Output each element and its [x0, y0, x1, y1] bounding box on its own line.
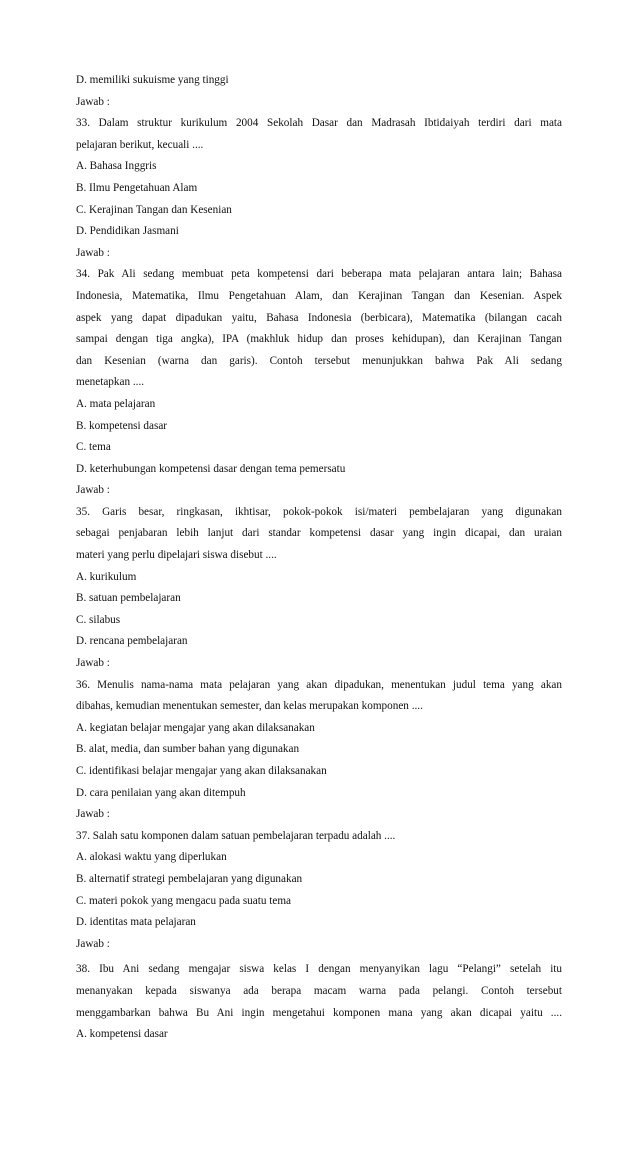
text-line: D. memiliki sukuisme yang tinggi [76, 74, 229, 86]
text-line: D. cara penilaian yang akan ditempuh [76, 786, 246, 799]
text-line: D. rencana pembelajaran [76, 635, 188, 648]
text-line: C. Kerajinan Tangan dan Kesenian [76, 203, 232, 216]
text-line: B. Ilmu Pengetahuan Alam [76, 181, 198, 194]
text-line: A. kegiatan belajar mengajar yang akan dilaksanakan [76, 721, 315, 734]
text-line: 33. Dalam struktur kurikulum 2004 Sekolah Dasar dan Madrasah Ibtidaiyah terdiri dari mata [76, 117, 562, 130]
text-line: C. materi pokok yang mengacu pada suatu tema [76, 894, 291, 907]
text-line: A. Bahasa Inggris [76, 160, 157, 173]
text-line: B. kompetensi dasar [76, 419, 168, 432]
text-line: 38. Ibu Ani sedang mengajar siswa kelas I dengan menyanyikan lagu “Pelangi” setelah itu [76, 963, 562, 976]
text-line: D. identitas mata pelajaran [76, 916, 196, 929]
text-line: A. alokasi waktu yang diperlukan [76, 851, 227, 864]
text-line: B. satuan pembelajaran [76, 592, 181, 605]
text-line: menetapkan .... [76, 376, 145, 389]
text-line: dibahas, kemudian menentukan semester, dan kelas merupakan komponen .... [76, 700, 423, 713]
text-line: dan Kesenian (warna dan garis). Contoh tersebut menunjukkan bahwa Pak Ali sedang [76, 354, 562, 367]
text-line: Jawab : [76, 937, 110, 950]
document-page [76, 70, 562, 1046]
text-line: A. kompetensi dasar [76, 1028, 168, 1041]
text-line: C. identifikasi belajar mengajar yang akan dilaksanakan [76, 765, 327, 777]
text-line: pelajaran berikut, kecuali .... [76, 138, 204, 151]
text-line: D. Pendidikan Jasmani [76, 225, 179, 238]
text-line: C. silabus [76, 613, 121, 626]
text-line: A. kurikulum [76, 570, 137, 583]
text-line: 36. Menulis nama-nama mata pelajaran yang akan dipadukan, menentukan judul tema yang akan [76, 678, 562, 691]
text-line: 34. Pak Ali sedang membuat peta kompetensi dari beberapa mata pelajaran antara lain; Bahasa [76, 268, 562, 281]
text-line: materi yang perlu dipelajari siswa disebut .... [76, 549, 277, 562]
text-line: 37. Salah satu komponen dalam satuan pembelajaran terpadu adalah .... [76, 829, 396, 842]
text-line: Jawab : [76, 95, 110, 108]
text-line: menggambarkan bahwa Bu Ani ingin mengetahui komponen mana yang akan dicapai yaitu .... [76, 1006, 562, 1019]
text-line: A. mata pelajaran [76, 397, 156, 410]
text-line: B. alat, media, dan sumber bahan yang digunakan [76, 743, 300, 756]
text-line: 35. Garis besar, ringkasan, ikhtisar, pokok-pokok isi/materi pembelajaran yang digunakan [76, 505, 562, 518]
text-line: Indonesia, Matematika, Ilmu Pengetahuan Alam, dan Kerajinan Tangan dan Kesenian. Aspek [76, 289, 562, 302]
text-line: Jawab : [76, 246, 110, 259]
text-line: C. tema [76, 441, 111, 454]
text-line: sampai dengan tiga angka), IPA (makhluk hidup dan proses kehidupan), dan Kerajinan Tangan [76, 333, 562, 346]
text-line: B. alternatif strategi pembelajaran yang digunakan [76, 872, 303, 885]
text-line: aspek yang dapat dipadukan yaitu, Bahasa Indonesia (berbicara), Matematika (bilangan cacah [76, 311, 562, 324]
text-line: Jawab : [76, 808, 110, 821]
text-line: menanyakan kepada siswanya ada berapa macam warna pada pelangi. Contoh tersebut [76, 984, 562, 997]
text-line: Jawab : [76, 484, 110, 497]
text-line: sebagai penjabaran lebih lanjut dari standar kompetensi dasar yang ingin dicapai, dan uraian [76, 527, 562, 540]
text-line: Jawab : [76, 657, 110, 670]
text-line: D. keterhubungan kompetensi dasar dengan tema pemersatu [76, 462, 346, 475]
